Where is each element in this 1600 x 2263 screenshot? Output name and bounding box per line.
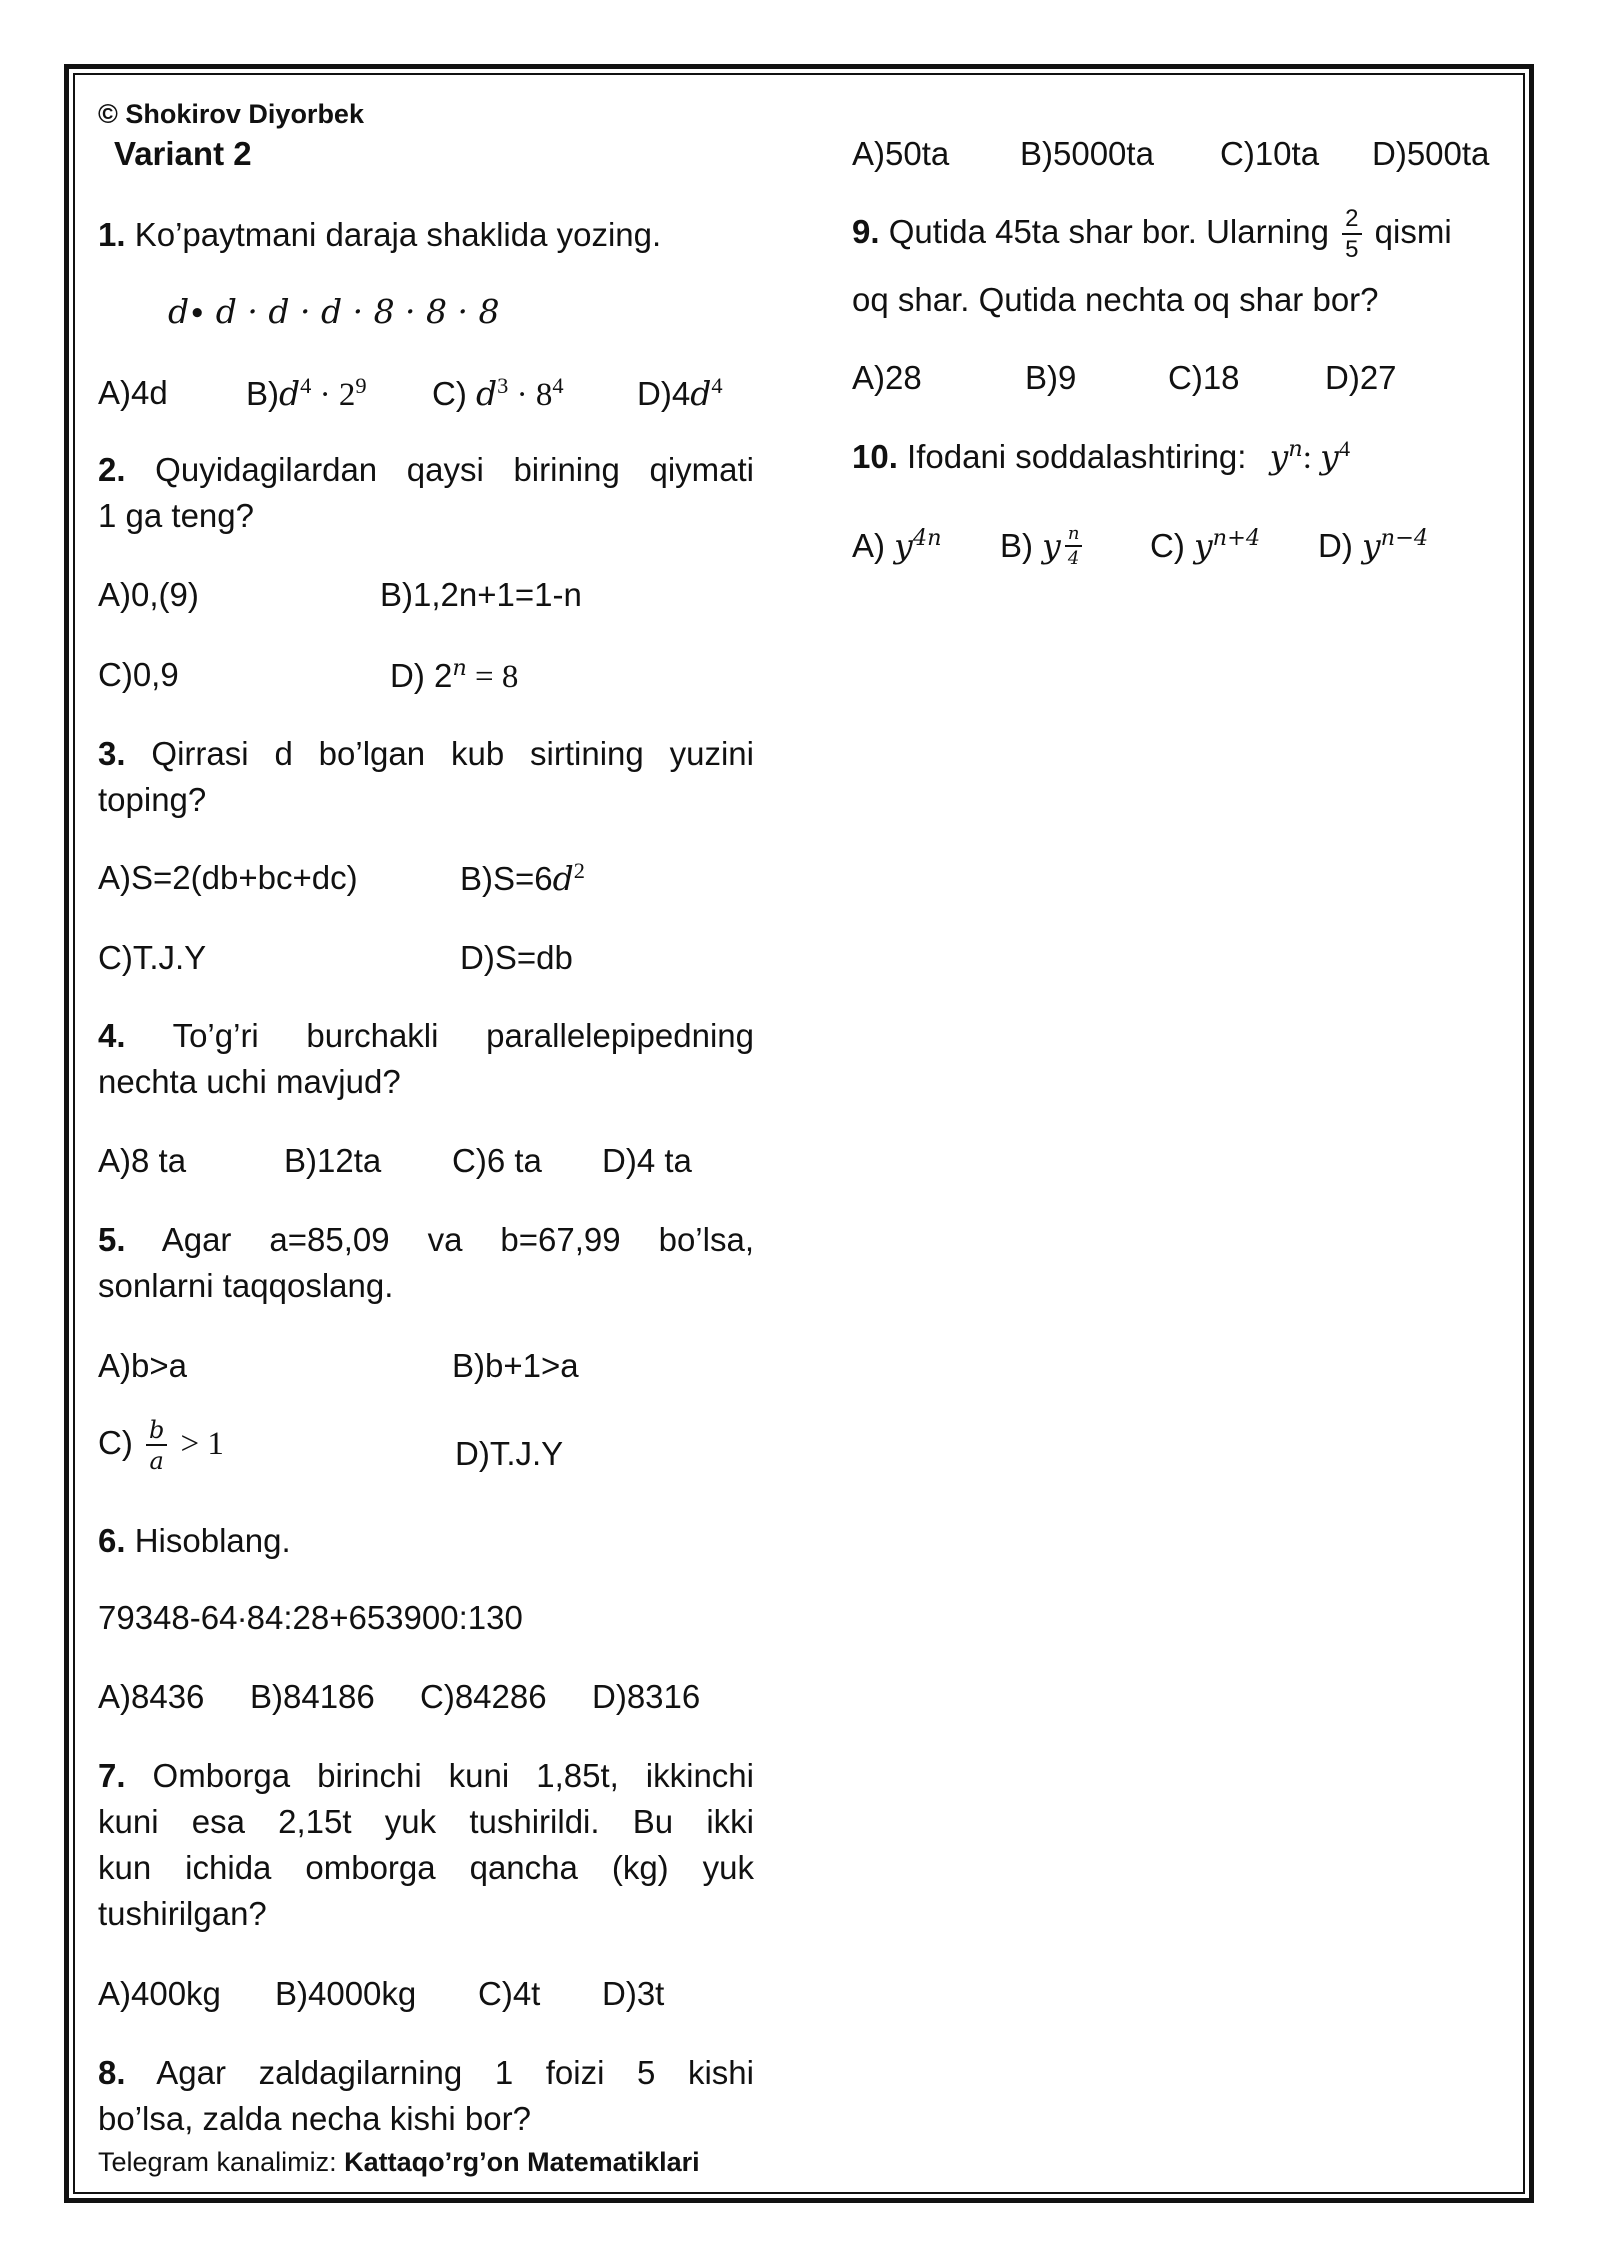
q9-option-c[interactable]: C)18 bbox=[1168, 359, 1240, 396]
q6-expression: 79348-64∙84:28+653900:130 bbox=[98, 1599, 523, 1636]
q3-option-a[interactable]: A)S=2(db+bc+dc) bbox=[98, 859, 358, 896]
copyright: © Shokirov Diyorbek bbox=[98, 99, 364, 129]
q10-option-d[interactable]: D) $y^{n-4}$ bbox=[1318, 525, 1429, 565]
q9-fraction: $\frac{2}{5}$ bbox=[1342, 207, 1361, 262]
question-8-line-1: 8. Agar zaldagilarning 1 foizi 5 kishi bbox=[98, 2054, 754, 2091]
q6-option-b[interactable]: B)84186 bbox=[250, 1678, 375, 1715]
q2-option-a[interactable]: A)0,(9) bbox=[98, 576, 199, 613]
variant-title: Variant 2 bbox=[114, 135, 252, 172]
q6-option-d[interactable]: D)8316 bbox=[592, 1678, 701, 1715]
question-4-line-2: nechta uchi mavjud? bbox=[98, 1063, 401, 1100]
q5-option-c[interactable]: C) $\frac{b}{a}$ > 1 bbox=[98, 1416, 224, 1475]
q2-option-c[interactable]: C)0,9 bbox=[98, 656, 179, 693]
question-6: 6. Hisoblang. bbox=[98, 1522, 291, 1559]
question-number: 1. bbox=[98, 216, 126, 253]
q10-option-a[interactable]: A) $y^{4n}$ bbox=[852, 525, 942, 565]
q1-option-d[interactable]: $D)4d^4$ bbox=[637, 373, 723, 413]
q5-option-b[interactable]: B)b+1>a bbox=[452, 1347, 579, 1384]
question-2-line-2: 1 ga teng? bbox=[98, 497, 254, 534]
question-3-line-1: 3. Qirrasi d bo’lgan kub sirtining yuzini bbox=[98, 735, 754, 772]
q10-expression: $y^n$: $y^4$ bbox=[1269, 436, 1351, 476]
question-3-line-2: toping? bbox=[98, 781, 207, 818]
question-9-line-1: 9. Qutida 45ta shar bor. Ularning $\frac{2}{5}$ qismi bbox=[852, 205, 1452, 263]
q1-expression: d∙ d · d · d · 8 · 8 · 8 bbox=[168, 292, 500, 331]
q1-option-c[interactable]: C) $d^3 \cdot 8^4$ bbox=[432, 373, 564, 413]
question-7-line-3: kun ichida omborga qancha (kg) yuk bbox=[98, 1849, 754, 1886]
q4-option-c[interactable]: C)6 ta bbox=[452, 1142, 542, 1179]
q2-option-d[interactable]: D) $2^n = 8$ bbox=[390, 655, 519, 695]
q8-option-d[interactable]: D)500ta bbox=[1372, 135, 1490, 172]
q10-option-b[interactable]: B) y $\frac{n}{4}$ bbox=[1000, 525, 1086, 568]
question-text: Ko’paytmani daraja shaklida yozing. bbox=[134, 216, 662, 253]
q5-fraction: $\frac{b}{a}$ bbox=[146, 1418, 167, 1473]
question-7-line-2: kuni esa 2,15t yuk tushirildi. Bu ikki bbox=[98, 1803, 754, 1840]
q9-option-b[interactable]: B)9 bbox=[1025, 359, 1077, 396]
question-4-line-1: 4. To’g’ri burchakli parallelepipedning bbox=[98, 1017, 754, 1054]
question-5-line-2: sonlarni taqqoslang. bbox=[98, 1267, 394, 1304]
q7-option-b[interactable]: B)4000kg bbox=[275, 1975, 417, 2012]
question-5-line-1: 5. Agar a=85,09 va b=67,99 bo’lsa, bbox=[98, 1221, 754, 1258]
q8-option-b[interactable]: B)5000ta bbox=[1020, 135, 1154, 172]
question-1 bbox=[98, 215, 661, 255]
q8-option-a[interactable]: A)50ta bbox=[852, 135, 950, 172]
q6-option-c[interactable]: C)84286 bbox=[420, 1678, 547, 1715]
q6-option-a[interactable]: A)8436 bbox=[98, 1678, 205, 1715]
question-2-line-1: 2. Quyidagilardan qaysi birining qiymati bbox=[98, 451, 754, 488]
q4-option-b[interactable]: B)12ta bbox=[284, 1142, 382, 1179]
question-7-line-4: tushirilgan? bbox=[98, 1895, 267, 1932]
q9-option-d[interactable]: D)27 bbox=[1325, 359, 1397, 396]
q2-option-b[interactable]: B)1,2n+1=1-n bbox=[380, 576, 582, 613]
q1-option-b[interactable]: $B)d^4 \cdot 2^9$ bbox=[246, 373, 367, 413]
q8-option-c[interactable]: C)10ta bbox=[1220, 135, 1320, 172]
q3-option-b[interactable]: $B)S=6d^2$ bbox=[460, 858, 585, 898]
question-8-line-2: bo’lsa, zalda necha kishi bor? bbox=[98, 2100, 531, 2137]
question-9-line-2: oq shar. Qutida nechta oq shar bor? bbox=[852, 281, 1379, 318]
q5-option-a[interactable]: A)b>a bbox=[98, 1347, 187, 1384]
q4-option-a[interactable]: A)8 ta bbox=[98, 1142, 187, 1179]
q5-option-d[interactable]: D)T.J.Y bbox=[455, 1435, 564, 1472]
q1-option-a[interactable]: A)4d bbox=[98, 374, 168, 411]
q7-option-c[interactable]: C)4t bbox=[478, 1975, 541, 2012]
q10-b-exponent-fraction: $\frac{n}{4}$ bbox=[1065, 525, 1083, 568]
question-7-line-1: 7. Omborga birinchi kuni 1,85t, ikkinchi bbox=[98, 1757, 754, 1794]
footer bbox=[98, 2146, 700, 2178]
q4-option-d[interactable]: D)4 ta bbox=[602, 1142, 692, 1179]
q3-option-d[interactable]: D)S=db bbox=[460, 939, 573, 976]
q7-option-d[interactable]: D)3t bbox=[602, 1975, 665, 2012]
q10-option-c[interactable]: C) $y^{n+4}$ bbox=[1150, 525, 1261, 565]
q9-option-a[interactable]: A)28 bbox=[852, 359, 922, 396]
question-10: 10. Ifodani soddalashtiring: $y^n$: $y^4$ bbox=[852, 436, 1351, 476]
footer-label: Telegram kanalimiz: bbox=[98, 2147, 337, 2177]
q3-option-c[interactable]: C)T.J.Y bbox=[98, 939, 207, 976]
footer-channel: Kattaqo’rg’on Matematiklari bbox=[344, 2147, 700, 2177]
q7-option-a[interactable]: A)400kg bbox=[98, 1975, 221, 2012]
